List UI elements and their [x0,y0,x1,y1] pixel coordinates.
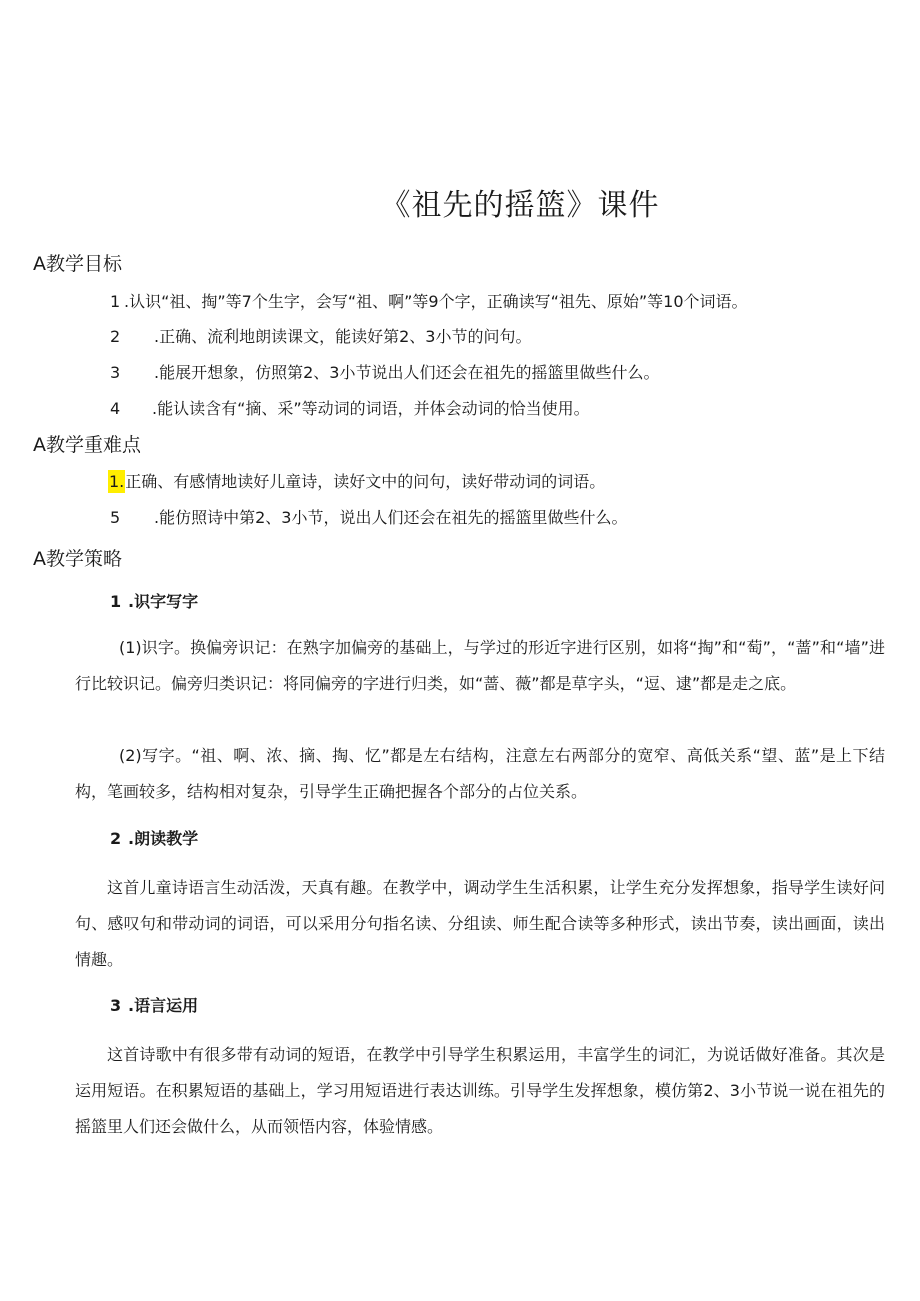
goal-item-4 [110,396,590,419]
paragraph-literacy: (1)识字。换偏旁识记：在熟字加偏旁的基础上，与学过的形近字进行区别，如将“掏”和“萄”，“蔷”和“墙”进行比较识记。偏旁归类识记：将同偏旁的字进行归类，如“蔷、薇”都是草字头，“逗、逮”都是走之底。 [75,638,885,693]
subheading-language [110,993,198,1016]
subheading-reading [110,826,198,849]
goal-item-text: .能认读含有“摘、采”等动词的词语，并体会动词的恰当使用。 [152,399,590,418]
keypoint-item-number: 5 [110,508,121,527]
goal-item-number: 3 [110,363,121,382]
paragraph-writing: (2)写字。“祖、啊、浓、摘、掏、忆”都是左右结构，注意左右两部分的宽窄、高低关系“望、蓝”是上下结构，笔画较多，结构相对复杂，引导学生正确把握各个部分的占位关系。 [75,746,885,801]
goal-item-1 [110,289,748,312]
keypoint-item-text: .能仿照诗中第2、3小节，说出人们还会在祖先的摇篮里做些什么。 [154,508,628,527]
subheading-label: .识字写字 [128,592,199,611]
section-heading-strategy: A教学策略 [33,548,122,570]
section-heading-goals: A教学目标 [33,253,122,275]
paragraph-language: 这首诗歌中有很多带有动词的短语，在教学中引导学生积累运用，丰富学生的词汇，为说话做好准备。其次是运用短语。在积累短语的基础上，学习用短语进行表达训练。引导学生发挥想象，模仿第2、3小节说一说在祖先的摇篮里人们还会做什么，从而领悟内容，体验情感。 [75,1045,885,1136]
paragraph-reading: 这首儿童诗语言生动活泼，天真有趣。在教学中，调动学生生活积累，让学生充分发挥想象，指导学生读好问句、感叹句和带动词的词语，可以采用分句指名读、分组读、师生配合读等多种形式，读出节奏，读出画面，读出情趣。 [75,878,885,969]
goal-item-text: .正确、流利地朗读课文，能读好第2、3小节的问句。 [154,327,532,346]
subheading-literacy [110,589,198,612]
keypoint-item-number: 1. [109,472,125,491]
goal-item-number: 1 [110,292,121,311]
goal-item-number: 4 [110,399,121,418]
section-heading-keypoints: A教学重难点 [33,434,141,456]
goal-item-3 [110,360,659,383]
goal-item-text: .能展开想象，仿照第2、3小节说出人们还会在祖先的摇篮里做些什么。 [154,363,660,382]
document-title: 《祖先的摇篮》课件 [380,188,660,223]
subheading-label: .语言运用 [128,996,199,1015]
subheading-number: 1 [110,592,122,611]
subheading-number: 3 [110,996,122,1015]
subheading-label: .朗读教学 [128,829,199,848]
keypoint-item-1 [108,469,605,492]
keypoint-item-text: 正确、有感情地读好儿童诗，读好文中的问句，读好带动词的词语。 [125,472,606,491]
goal-item-2 [110,324,531,347]
keypoint-item-2 [110,505,627,528]
goal-item-text: .认识“祖、掏”等7个生字，会写“祖、啊”等9个字，正确读写“祖先、原始”等10个词语。 [124,292,748,311]
subheading-number: 2 [110,829,122,848]
goal-item-number: 2 [110,327,121,346]
